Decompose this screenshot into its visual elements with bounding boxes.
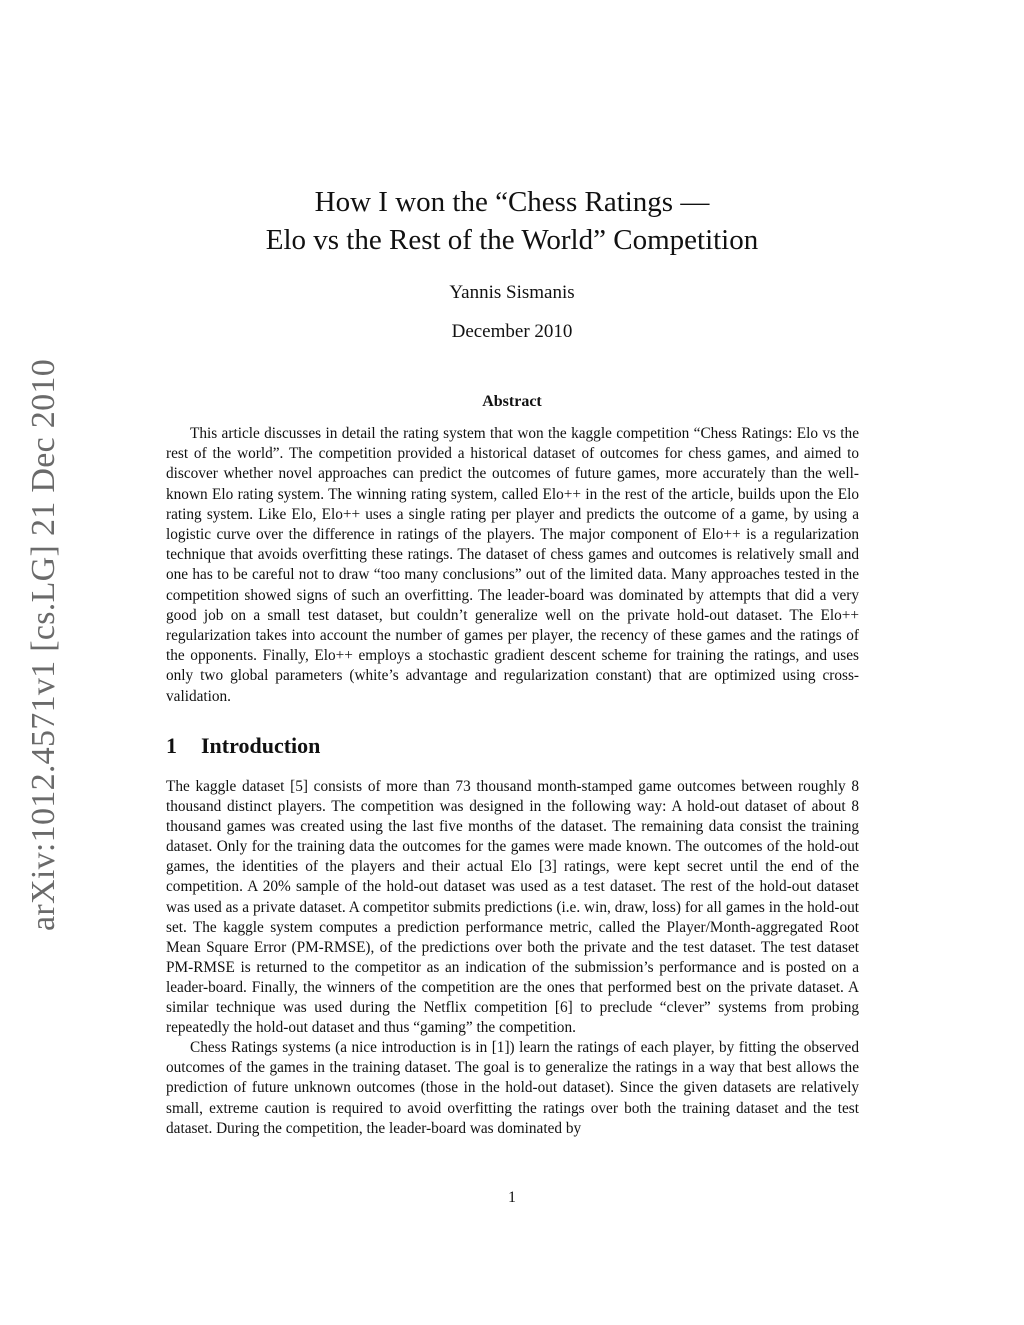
author-name: Yannis Sismanis: [449, 282, 575, 303]
paper-title: [0, 183, 1024, 259]
arxiv-identifier-text: arXiv:1012.4571v1 [cs.LG] 21 Dec 2010: [25, 359, 62, 931]
introduction-paragraph-2: Chess Ratings systems (a nice introduction is in [1]) learn the ratings of each player, by fitting the observed outcomes of the games in the training dataset. The goal is to generalize the ratings in a way that best allows the prediction of future unknown outcomes (those in the hold-out dataset). Since the given datasets are relatively small, extreme caution is required to avoid overfitting the ratings over both the training dataset and the test dataset. During the competition, the leader-board was dominated by: [166, 1039, 859, 1137]
introduction-paragraph-1: The kaggle dataset [5] consists of more than 73 thousand month-stamped game outcomes between roughly 8 thousand distinct players. The competition was designed in the following way: A hold-out dataset of about 8 thousand games was created using the last five months of the dataset. The remaining data consist the training dataset. Only for the training data the outcomes for the games were made known. The outcomes of the hold-out games, the identities of the players and their actual Elo [3] ratings, were kept secret until the end of the competition. A 20% sample of the hold-out dataset was used as a test dataset. The rest of the hold-out dataset was used as a private dataset. A competitor submits predictions (i.e. win, draw, loss) for all games in the hold-out set. The kaggle system computes a prediction performance metric, called the Player/Month-aggregated Root Mean Square Error (PM-RMSE), of the predictions over both the private and the test dataset. The test dataset PM-RMSE is returned to the competitor as an indication of the submission’s performance and is posted on a leader-board. Finally, the winners of the competition are the ones that performed best on the private dataset. A similar technique was used during the Netflix competition [6] to preclude “clever” systems from probing repeatedly the hold-out dataset and thus “gaming” the competition.: [166, 778, 859, 1037]
abstract-text: This article discusses in detail the rating system that won the kaggle competition “Chess Ratings: Elo vs the rest of the world”. The competition provided a historical dataset of outcomes for chess games, and aimed to discover whether novel approaches can predict the outcomes of future games, more accurately than the well-known Elo rating system. The winning rating system, called Elo++ in the rest of the article, builds upon the Elo rating system. Like Elo, Elo++ uses a single rating per player and predicts the outcome of a game, by using a logistic curve over the difference in ratings of the players. The major component of Elo++ is a regularization technique that avoids overfitting these ratings. The dataset of chess games and outcomes is relatively small and one has to be careful not to draw “too many conclusions” out of the limited data. Many approaches tested in the competition showed signs of such an overfitting. The leader-board was dominated by attempts that did a very good job on a small test dataset, but couldn’t generalize well on the private hold-out dataset. The Elo++ regularization takes into account the number of games per player, the recency of these games and the ratings of the opponents. Finally, Elo++ employs a stochastic gradient descent scheme for training the ratings, and uses only two global parameters (white’s advantage and regularization constant) that are optimized using cross-validation.: [166, 425, 859, 705]
title-line-1: How I won the “Chess Ratings —: [314, 186, 710, 218]
abstract-heading: Abstract: [482, 393, 542, 410]
introduction-body: [166, 777, 859, 1139]
page-number: 1: [508, 1189, 516, 1206]
title-line-2: Elo vs the Rest of the World” Competition: [265, 224, 759, 256]
publication-date: December 2010: [451, 321, 573, 342]
section-heading-introduction: [166, 733, 320, 759]
section-number: 1: [166, 733, 177, 758]
section-title: Introduction: [201, 733, 321, 758]
